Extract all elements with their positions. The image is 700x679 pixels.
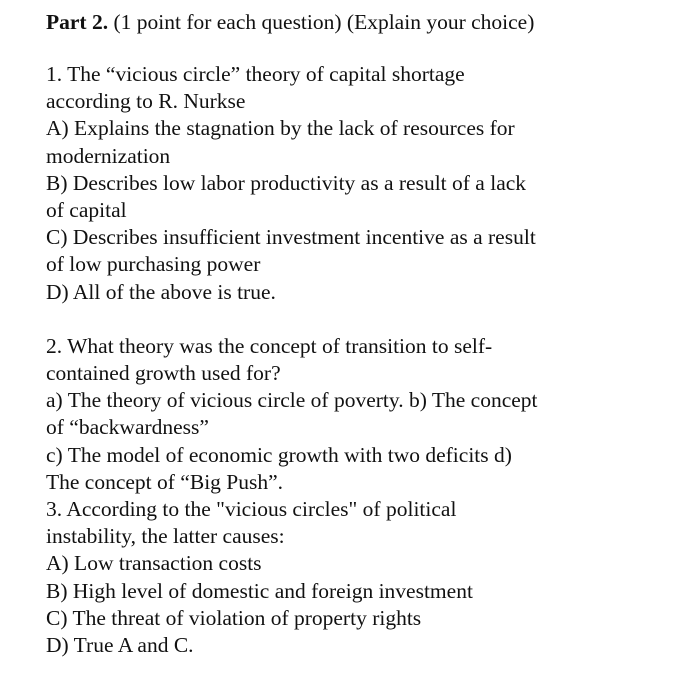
question-1-option-d: D) All of the above is true. <box>46 279 276 304</box>
question-2-stem-line: contained growth used for? <box>46 361 281 386</box>
question-2-options-line: The concept of “Big Push”. <box>46 469 284 494</box>
question-1-option-b-cont: of capital <box>46 198 127 223</box>
question-2-options-line: a) The theory of vicious circle of poverty. b) The concept <box>46 388 538 413</box>
question-1-option-a: A) Explains the stagnation by the lack of resources for <box>46 116 515 141</box>
question-1-option-a-cont: modernization <box>46 143 171 168</box>
question-1-stem-line: according to R. Nurkse <box>46 89 246 114</box>
question-2-stem-line: 2. What theory was the concept of transition to self- <box>46 333 493 358</box>
question-3-stem-line: instability, the latter causes: <box>46 524 285 549</box>
part-label: Part 2. <box>46 10 109 34</box>
question-3-option-c: C) The threat of violation of property rights <box>46 605 422 630</box>
document-body <box>46 9 686 659</box>
question-3-option-b: B) High level of domestic and foreign investment <box>46 578 473 603</box>
question-1-option-b: B) Describes low labor productivity as a result of a lack <box>46 170 527 195</box>
section-heading <box>46 9 686 36</box>
question-3-option-d: D) True A and C. <box>46 633 194 658</box>
question-1-option-c: C) Describes insufficient investment incentive as a result <box>46 225 536 250</box>
question-2-options-line: of “backwardness” <box>46 415 209 440</box>
question-3-option-a: A) Low transaction costs <box>46 551 262 576</box>
part-note: (1 point for each question) (Explain your choice) <box>113 10 535 34</box>
question-1-option-c-cont: of low purchasing power <box>46 252 261 277</box>
question-1 <box>46 61 686 306</box>
paragraph-gap <box>46 306 686 333</box>
question-2 <box>46 333 686 496</box>
question-3-stem-line: 3. According to the "vicious circles" of political <box>46 497 457 522</box>
question-3 <box>46 496 686 659</box>
question-2-options-line: c) The model of economic growth with two deficits d) <box>46 442 512 467</box>
question-1-stem-line: 1. The “vicious circle” theory of capital shortage <box>46 62 465 86</box>
